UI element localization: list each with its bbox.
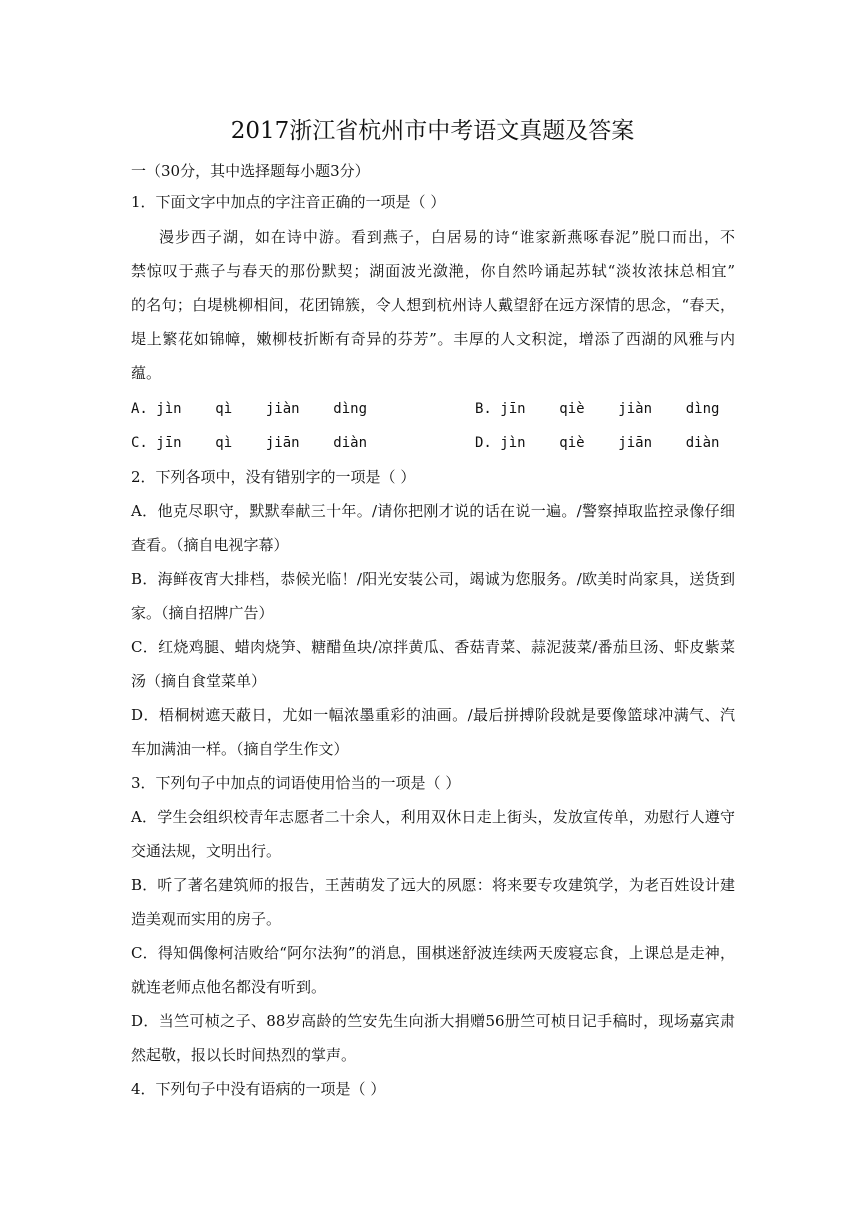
question-3-line: 然起敬，报以长时间热烈的掌声。 bbox=[131, 1046, 357, 1064]
question-2-line: 汤（摘自食堂菜单） bbox=[131, 672, 267, 690]
question-1-option-a: A. jìn qì jiàn dìng bbox=[131, 401, 368, 417]
question-1-passage-line: 的名句；白堤桃柳相间，花团锦簇，令人想到杭州诗人戴望舒在远方深情的思念，“春天， bbox=[131, 296, 735, 314]
question-2-line: 家。（摘自招牌广告） bbox=[131, 604, 274, 622]
question-3-line: D．当竺可桢之子、88岁高龄的竺安先生向浙大捐赠56册竺可桢日记手稿时，现场嘉宾肃 bbox=[131, 1012, 735, 1030]
question-3-line: 交通法规，文明出行。 bbox=[131, 842, 282, 860]
question-1-option-d: D. jìn qiè jiān diàn bbox=[475, 435, 720, 451]
question-2-line: 查看。（摘自电视字幕） bbox=[131, 536, 289, 554]
question-1-passage-line: 禁惊叹于燕子与春天的那份默契；湖面波光潋滟，你自然吟诵起苏轼“淡妆浓抹总相宜” bbox=[131, 262, 735, 280]
question-2-line: B．海鲜夜宵大排档，恭候光临！/阳光安装公司，竭诚为您服务。/欧美时尚家具，送货到 bbox=[131, 570, 735, 588]
page-title: 2017浙江省杭州市中考语文真题及答案 bbox=[230, 118, 635, 144]
section-header: 一（30分，其中选择题每小题3分） bbox=[131, 162, 370, 180]
question-3-stem: 3．下列句子中加点的词语使用恰当的一项是（ ） bbox=[131, 774, 461, 792]
question-3-line: C．得知偶像柯洁败给“阿尔法狗”的消息，围棋迷舒波连续两天废寝忘食，上课总是走神， bbox=[131, 944, 735, 962]
question-2-line: A．他克尽职守，默默奉献三十年。/请你把刚才说的话在说一遍。/警察掉取监控录像仔细 bbox=[131, 502, 735, 520]
question-4-stem: 4．下列句子中没有语病的一项是（ ） bbox=[131, 1080, 386, 1098]
question-1-stem: 1．下面文字中加点的字注音正确的一项是（ ） bbox=[131, 193, 446, 211]
question-2-line: D．梧桐树遮天蔽日，尤如一幅浓墨重彩的油画。/最后拼搏阶段就是要像篮球冲满气、汽 bbox=[131, 706, 735, 724]
question-1-passage-line: 漫步西子湖，如在诗中游。看到燕子，白居易的诗“谁家新燕啄春泥”脱口而出，不 bbox=[159, 228, 735, 246]
question-3-line: 造美观而实用的房子。 bbox=[131, 910, 282, 928]
question-1-passage-line: 堤上繁花如锦幛，嫩柳枝折断有奇异的芬芳”。丰厚的人文积淀，增添了西湖的风雅与内 bbox=[131, 330, 735, 348]
question-1-option-b: B. jīn qiè jiàn dìng bbox=[475, 401, 720, 417]
question-2-line: 车加满油一样。（摘自学生作文） bbox=[131, 740, 349, 758]
question-3-line: B．听了著名建筑师的报告，王茜萌发了远大的夙愿：将来要专攻建筑学，为老百姓设计建 bbox=[131, 876, 735, 894]
question-3-line: 就连老师点他名都没有听到。 bbox=[131, 978, 327, 996]
question-1-passage-line: 蕴。 bbox=[131, 364, 162, 382]
question-1-option-c: C. jīn qì jiān diàn bbox=[131, 435, 368, 451]
question-3-line: A．学生会组织校青年志愿者二十余人，利用双休日走上街头，发放宣传单，劝慰行人遵守 bbox=[131, 808, 735, 826]
question-2-line: C．红烧鸡腿、蜡肉烧笋、糖醋鱼块/凉拌黄瓜、香菇青菜、蒜泥菠菜/番茄旦汤、虾皮紫菜 bbox=[131, 638, 735, 656]
question-2-stem: 2．下列各项中，没有错别字的一项是（ ） bbox=[131, 468, 416, 486]
